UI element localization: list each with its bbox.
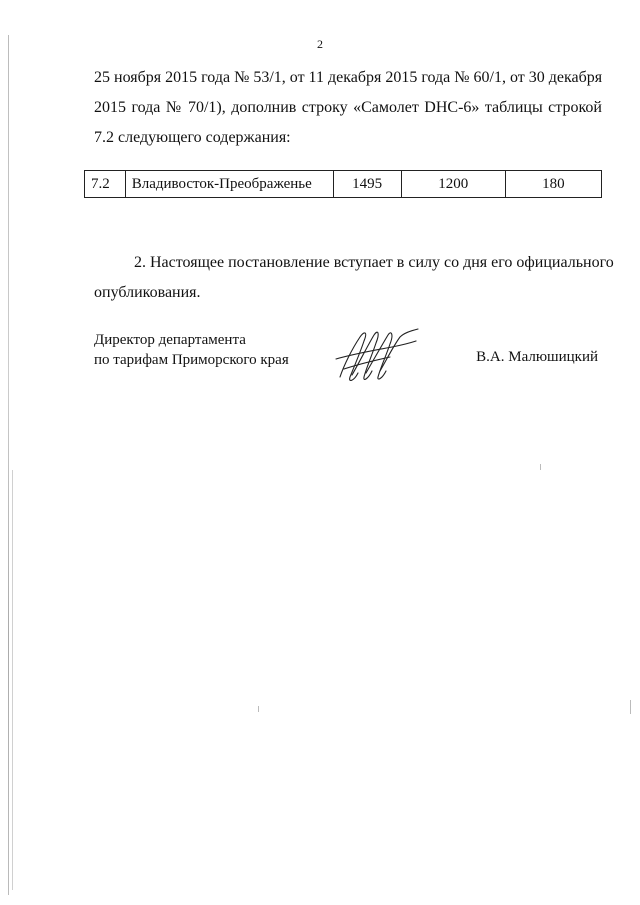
paragraph-amendment: [94, 63, 602, 153]
scan-speck: [630, 700, 631, 714]
text-line: опубликования.: [94, 284, 201, 301]
text-line: 25 ноября 2015 года № 53/1, от 11 декабря 2015 года № 60/1, от 30 декабря: [94, 69, 603, 86]
value-cell: 180: [505, 171, 601, 198]
position-line: Директор департамента: [94, 332, 246, 348]
table-row: [85, 171, 602, 198]
paragraph-effective-date: [94, 248, 614, 308]
scan-speck: [258, 706, 259, 712]
row-number-cell: 7.2: [85, 171, 126, 198]
scan-edge-artifact: [8, 35, 9, 895]
signatory-name: В.А. Малюшицкий: [476, 349, 598, 365]
tariff-table: [84, 170, 602, 198]
scan-edge-artifact: [12, 470, 13, 890]
value-cell: 1495: [333, 171, 401, 198]
text-line: 7.2 следующего содержания:: [94, 129, 291, 146]
position-line: по тарифам Приморского края: [94, 352, 289, 368]
value-cell: 1200: [401, 171, 505, 198]
signatory-position: [94, 330, 289, 370]
scan-speck: [540, 464, 541, 470]
page-number: 2: [317, 37, 323, 51]
text-line: 2015 года № 70/1), дополнив строку «Самолет DHC-6» таблицы строкой: [94, 99, 602, 116]
route-cell: Владивосток-Преображенье: [125, 171, 333, 198]
handwritten-signature: [330, 325, 420, 385]
text-line: 2. Настоящее постановление вступает в силу со дня его официального: [134, 254, 614, 271]
